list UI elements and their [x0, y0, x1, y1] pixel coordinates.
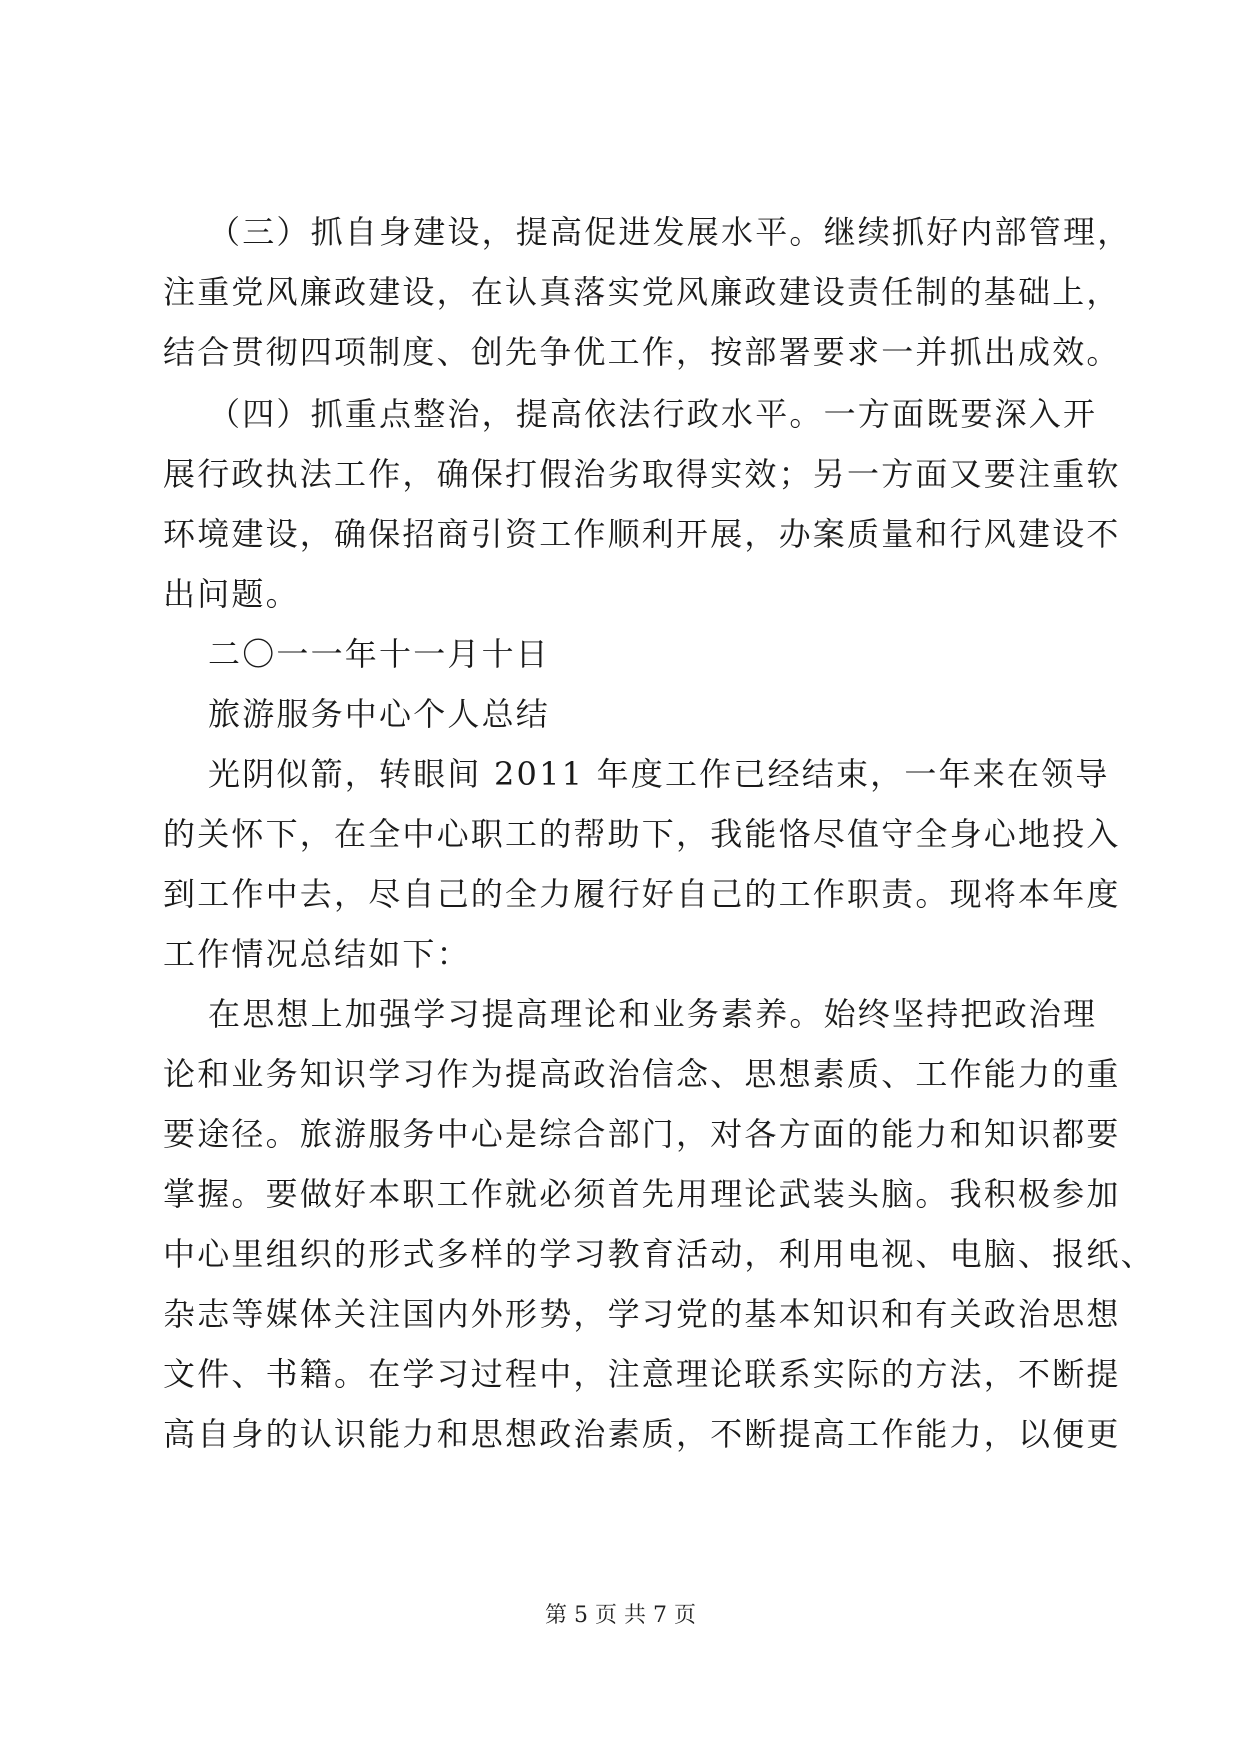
paragraph-line: 展行政执法工作，确保打假治劣取得实效；另一方面又要注重软: [163, 455, 1121, 493]
paragraph-line: 掌握。要做好本职工作就必须首先用理论武装头脑。我积极参加: [163, 1175, 1121, 1213]
paragraph-line: 在思想上加强学习提高理论和业务素养。始终坚持把政治理: [208, 995, 1098, 1033]
paragraph-line: 结合贯彻四项制度、创先争优工作，按部署要求一并抓出成效。: [163, 333, 1121, 371]
paragraph-line: 注重党风廉政建设，在认真落实党风廉政建设责任制的基础上，: [163, 273, 1121, 311]
paragraph-line: 论和业务知识学习作为提高政治信念、思想素质、工作能力的重: [163, 1055, 1121, 1093]
paragraph-line: 工作情况总结如下：: [163, 935, 471, 973]
paragraph-line: （四）抓重点整治，提高依法行政水平。一方面既要深入开: [208, 395, 1098, 433]
date-line: 二〇一一年十一月十日: [208, 635, 551, 673]
paragraph-line: 到工作中去，尽自己的全力履行好自己的工作职责。现将本年度: [163, 875, 1121, 913]
paragraph-line: 中心里组织的形式多样的学习教育活动，利用电视、电脑、报纸、: [163, 1235, 1155, 1273]
paragraph-line: 环境建设，确保招商引资工作顺利开展，办案质量和行风建设不: [163, 515, 1121, 553]
paragraph-line: 杂志等媒体关注国内外形势，学习党的基本知识和有关政治思想: [163, 1295, 1121, 1333]
paragraph-line: （三）抓自身建设，提高促进发展水平。继续抓好内部管理，: [208, 213, 1132, 251]
paragraph-line: 出问题。: [163, 575, 300, 613]
paragraph-line: 高自身的认识能力和思想政治素质，不断提高工作能力，以便更: [163, 1415, 1121, 1453]
paragraph-line: 光阴似箭，转眼间 2011 年度工作已经结束，一年来在领导: [208, 755, 1110, 793]
paragraph-line: 文件、书籍。在学习过程中，注意理论联系实际的方法，不断提: [163, 1355, 1121, 1393]
page-number-footer: 第 5 页 共 7 页: [545, 1603, 696, 1628]
paragraph-line: 要途径。旅游服务中心是综合部门，对各方面的能力和知识都要: [163, 1115, 1121, 1153]
section-title: 旅游服务中心个人总结: [208, 695, 551, 733]
paragraph-line: 的关怀下，在全中心职工的帮助下，我能恪尽值守全身心地投入: [163, 815, 1121, 853]
